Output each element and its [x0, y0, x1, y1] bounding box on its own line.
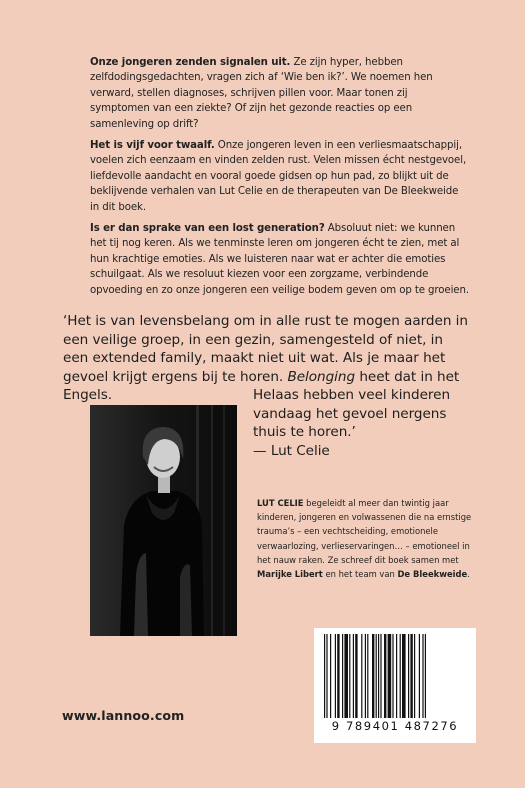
bio-text-2: en het team van	[322, 569, 398, 580]
barcode-bar	[388, 634, 392, 718]
quote-part-2: heet dat in het Engels.	[63, 368, 460, 404]
blurb-lead-3: Is er dan sprake van een lost generation?	[90, 223, 325, 234]
isbn-barcode	[314, 628, 476, 743]
quote-part-1: ‘Het is van levensbelang om in alle rust te mogen aarden in een veilige groep, in een gezin, samengesteld of niet, in een extended family, maakt niet uit wat. Als je maar het gevoel krijgt ergens bij te horen.	[63, 313, 468, 385]
barcode-bar	[396, 634, 397, 718]
bio-org: De Bleekweide	[397, 569, 468, 580]
blurb-paragraph-1	[90, 55, 470, 132]
bio-text-1: begeleidt al meer dan twintig jaar kinderen, jongeren en volwassenen die na ernstige trauma’s – een vechtscheiding, emotionele verwaarlozing, verlieservaringen… – emotioneel in het nauw raken. Ze schreef dit boek samen met	[257, 498, 472, 565]
barcode-bar	[342, 634, 343, 718]
barcode-bar	[372, 634, 374, 718]
barcode-bar	[414, 634, 415, 718]
barcode-bar	[324, 634, 325, 718]
quote-emphasis: Belonging	[287, 368, 356, 385]
isbn-number: 9 789401 487276	[331, 719, 459, 733]
barcode-bar	[326, 634, 327, 718]
bio-coauthor: Marijke Libert	[257, 569, 323, 580]
quote-attribution: — Lut Celie	[253, 442, 330, 459]
barcode-bar	[361, 634, 362, 718]
barcode-bar	[419, 634, 420, 718]
barcode-bar	[400, 634, 401, 718]
barcode-bar	[337, 634, 339, 718]
barcode-bars	[324, 634, 466, 718]
blurb-text-3: Absoluut niet: we kunnen het tij nog keren. Als we tenminste leren om jongeren écht te zien, met al hun krachtige emoties. Als we luisteren naar wat er achter die emoties schuilgaat. Als we resoluut kiezen voor een zorgzame, verbindende opvoeding en zo onze jongeren een veilige bodem geven om op te groeien.	[90, 223, 469, 296]
barcode-bar	[402, 634, 406, 718]
blurb-text-1: Ze zijn hyper, hebben zelfdodingsgedachten, vragen zich af ‘Wie ben ik?’. We noemen hen verward, stellen diagnoses, schrijven pillen voor. Maar tonen zij symptomen van een ziekte? Of zijn het gezonde reacties op een samenleving op drift?	[90, 57, 433, 130]
blurb-lead-1: Onze jongeren zenden signalen uit.	[90, 57, 291, 68]
barcode-bar	[355, 634, 357, 718]
barcode-bar	[425, 634, 426, 718]
barcode-bar	[422, 634, 423, 718]
blurb-paragraph-3	[90, 221, 470, 298]
barcode-bar	[378, 634, 379, 718]
barcode-bar	[410, 634, 412, 718]
bio-name: LUT CELIE	[257, 498, 304, 508]
barcode-bar	[367, 634, 368, 718]
barcode-bar	[349, 634, 350, 718]
barcode-bar	[384, 634, 386, 718]
barcode-bar	[380, 634, 381, 718]
blurb-lead-2: Het is vijf voor twaalf.	[90, 140, 215, 151]
blurb-paragraph-2	[90, 138, 470, 215]
barcode-bar	[335, 634, 336, 718]
barcode-bar	[330, 634, 331, 718]
bio-text-3: .	[467, 569, 470, 580]
blurb-text-2: Onze jongeren leven in een verliesmaatschappij, voelen zich eenzaam en vinden zelden rust. Velen missen écht nestgevoel, liefdevolle aandacht en vooral goede gidsen op hun pad, zo blijkt uit de beklijvende verhalen van Lut Celie en de therapeuten van De Bleekweide in dit boek.	[90, 140, 467, 213]
pull-quote-continuation	[253, 386, 473, 460]
barcode-bar	[365, 634, 366, 718]
barcode-bar	[392, 634, 393, 718]
author-bio	[257, 496, 475, 581]
publisher-website[interactable]: www.lannoo.com	[62, 708, 185, 723]
quote-part-3: Helaas hebben veel kinderen vandaag het gevoel nergens thuis te horen.’	[253, 387, 451, 441]
barcode-bar	[344, 634, 348, 718]
barcode-bar	[353, 634, 354, 718]
author-photo	[90, 405, 237, 636]
author-photo-image	[90, 405, 237, 636]
barcode-bar	[408, 634, 409, 718]
barcode-bar	[376, 634, 377, 718]
